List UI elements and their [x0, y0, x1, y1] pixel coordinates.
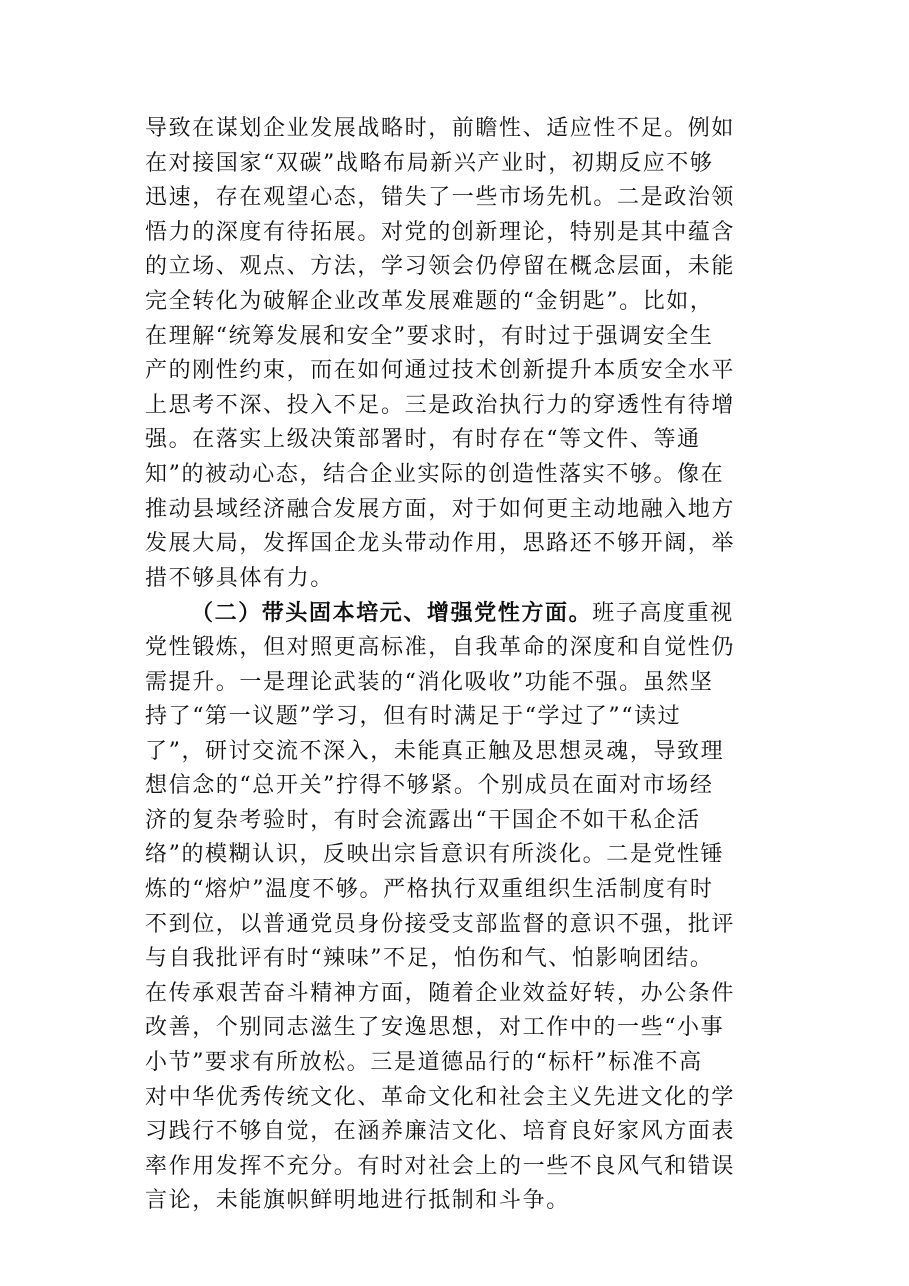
- text-line: 党性锻炼，但对照更高标准，自我革命的深度和自觉性仍: [145, 634, 736, 660]
- text-line: 言论，未能旗帜鲜明地进行抵制和斗争。: [145, 1188, 570, 1214]
- text-line: 络”的模糊认识，反映出宗旨意识有所淡化。二是党性锤: [145, 842, 725, 868]
- text-line: 持了“第一议题”学习，但有时满足于“学过了”“读过: [145, 704, 682, 730]
- text-line: 推动县域经济融合发展方面，对于如何更主动地融入地方: [145, 496, 736, 522]
- text-line: 导致在谋划企业发展战略时，前瞻性、适应性不足。例如: [145, 116, 736, 141]
- text-line: 完全转化为破解企业改革发展难题的“金钥匙”。比如，: [145, 288, 714, 314]
- text-line: 济的复杂考验时，有时会流露出“干国企不如干私企活: [145, 807, 701, 833]
- text-line: 悟力的深度有待拓展。对党的创新理论，特别是其中蕴含: [145, 219, 736, 245]
- text-line: 发展大局，发挥国企龙头带动作用，思路还不够开阔，举: [145, 531, 736, 557]
- text-line: 炼的“熔炉”温度不够。严格执行双重组织生活制度有时: [145, 877, 714, 903]
- text-line: 知”的被动心态，结合企业实际的创造性落实不够。像在: [145, 461, 725, 487]
- text-line: 产的刚性约束，而在如何通过技术创新提升本质安全水平: [145, 358, 736, 384]
- text-line: 小节”要求有所放松。三是道德品行的“标杆”标准不高: [145, 1050, 703, 1076]
- text-line: 在对接国家“双碳”战略布局新兴产业时，初期反应不够: [145, 150, 714, 176]
- text-line: 对中华优秀传统文化、革命文化和社会主义先进文化的学: [145, 1084, 736, 1110]
- paragraph-1: [145, 112, 775, 596]
- text-line: 强。在落实上级决策部署时，有时存在“等文件、等通: [145, 427, 701, 453]
- text-line: 在传承艰苦奋斗精神方面，随着企业效益好转，办公条件: [145, 980, 736, 1006]
- text-line: 的立场、观点、方法，学习领会仍停留在概念层面，未能: [145, 254, 736, 280]
- section-heading: （二）带头固本培元、增强党性方面。: [191, 600, 593, 627]
- text-line: 在理解“统筹发展和安全”要求时，有时过于强调安全生: [145, 323, 714, 349]
- text-line: 与自我批评有时“辣味”不足，怕伤和气、怕影响团结。: [145, 946, 714, 972]
- text-line: 想信念的“总开关”拧得不够紧。个别成员在面对市场经: [145, 773, 714, 799]
- text-line: 改善，个别同志滋生了安逸思想，对工作中的一些“小事: [145, 1015, 725, 1041]
- text-line: 率作用发挥不充分。有时对社会上的一些不良风气和错误: [145, 1153, 736, 1179]
- text-fragment: 班子高度重视: [592, 601, 734, 627]
- paragraph-heading-line: [145, 596, 775, 631]
- text-line: 措不够具体有力。: [145, 565, 334, 591]
- text-line: 不到位，以普通党员身份接受支部监督的意识不强，批评: [145, 911, 736, 937]
- text-line: 需提升。一是理论武装的“消化吸收”功能不强。虽然坚: [145, 669, 714, 695]
- text-line: 上思考不深、投入不足。三是政治执行力的穿透性有待增: [145, 392, 736, 418]
- text-line: 习践行不够自觉，在涵养廉洁文化、培育良好家风方面表: [145, 1119, 736, 1145]
- document-body: [145, 112, 775, 1219]
- text-line: 迅速，存在观望心态，错失了一些市场先机。二是政治领: [145, 185, 736, 211]
- paragraph-2: [145, 596, 775, 1219]
- text-line: 了”，研讨交流不深入，未能真正触及思想灵魂，导致理: [145, 738, 725, 764]
